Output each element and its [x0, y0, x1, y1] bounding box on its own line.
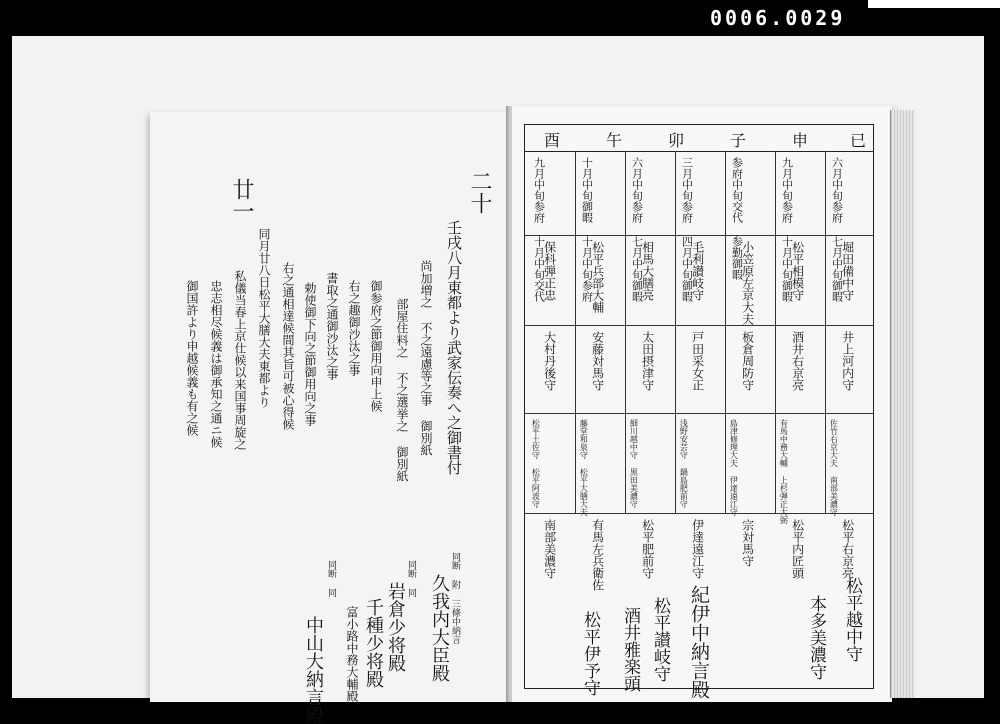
column-divider — [575, 151, 576, 513]
section-20-line-3: 部屋住料之 不之選挙之 御別紙 — [395, 298, 409, 482]
header-cell: 已 — [849, 131, 866, 150]
rotation-table — [524, 124, 874, 699]
bottom-name: 松平越中守 — [842, 577, 862, 662]
section-20-line-2: 尚加増之 不之遠慮等之事 御別紙 — [419, 260, 433, 456]
middle-note-1: 御参府之節御用向申上候 — [369, 280, 383, 412]
left-page — [150, 112, 510, 724]
middle-note-2: 右之趣御沙汰之事 — [347, 280, 361, 376]
header-cell: 子 — [729, 131, 746, 150]
column-divider — [825, 151, 826, 513]
signature-note-2: 同断 同 — [406, 560, 416, 597]
row-divider — [525, 513, 873, 514]
name-cell: 保科弾正忠 — [542, 241, 557, 301]
row-divider — [525, 413, 873, 414]
name-cell-dense: 有馬中務大輔 上杉弾正大弼 — [779, 419, 789, 524]
name-cell-dense: 藤堂和泉守 松平大膳大夫 — [579, 419, 589, 516]
name-cell: 安藤対馬守 — [590, 331, 605, 391]
header-cell: 午 — [605, 131, 622, 150]
name-cell: 伊達遠江守 — [690, 519, 705, 579]
date-cell: 三月中旬参府 四月中旬御暇 — [680, 157, 694, 302]
name-cell: 松平内匠頭 — [790, 519, 805, 579]
name-cell-dense: 細川越中守 黒田美濃守 — [629, 419, 639, 508]
name-cell: 毛利讃岐守 — [690, 241, 705, 301]
section-21-line-1: 同月廿八日松平大膳大夫東都より — [257, 228, 271, 408]
section-21-line-2: 私儀当春上京仕候以来国事周旋之 — [233, 270, 247, 450]
name-cell: 堀田備中守 — [840, 241, 855, 301]
header-cell: 酉 — [543, 131, 560, 150]
film-mount — [12, 36, 984, 724]
name-cell-dense: 浅野安芸守 鍋島肥前守 — [679, 419, 689, 508]
bottom-name: 酒井雅楽頭 — [620, 607, 640, 692]
signature-chigusa: 千種少将殿 — [363, 598, 384, 688]
header-cell: 卯 — [667, 131, 684, 150]
column-divider — [675, 151, 676, 513]
header-cell: 申 — [791, 131, 808, 150]
name-cell-dense: 佐竹右京大夫 南部美濃守 — [829, 419, 839, 516]
name-cell: 有馬左兵衛佐 — [590, 519, 605, 591]
section-number-21: 廿一 — [229, 178, 254, 222]
name-cell: 松平右京亮 — [840, 519, 855, 579]
bottom-name: 本多美濃守 — [806, 595, 826, 680]
film-edge-marker — [868, 0, 1000, 8]
bottom-name: 松平伊予守 — [580, 611, 600, 696]
signature-note-1: 同断 附 三條中納言 — [450, 552, 460, 644]
column-divider — [625, 151, 626, 513]
date-cell: 九月中旬参府 十月中旬交代 — [532, 157, 546, 302]
name-cell: 大村丹後守 — [542, 331, 557, 391]
column-divider — [775, 151, 776, 513]
name-cell: 井上河内守 — [840, 331, 855, 391]
section-21-line-7: 御国許より申越候義も有之候 — [185, 280, 199, 436]
column-divider — [725, 151, 726, 513]
date-cell: 六月中旬参府 七月中旬御暇 — [630, 157, 644, 302]
section-21-line-6: 勅使御下向之節御用向之事 — [303, 282, 317, 426]
signature-nakayama: 中山大納言殿 — [303, 616, 324, 724]
bottom-name: 松平讃岐守 — [650, 597, 670, 682]
signature-kuga: 久我内大臣殿 — [429, 574, 450, 682]
name-cell: 酒井右京亮 — [790, 331, 805, 391]
table-header — [525, 125, 873, 152]
name-cell: 松平肥前守 — [640, 519, 655, 579]
name-cell-dense: 松平土佐守 松平阿波守 — [531, 419, 541, 508]
name-cell: 戸田采女正 — [690, 331, 705, 391]
name-cell: 相馬大膳亮 — [640, 241, 655, 301]
name-cell: 小笠原左京大夫 — [740, 241, 755, 325]
date-cell: 十月中旬御暇 十月中旬参府 — [580, 157, 594, 302]
name-cell: 板倉周防守 — [740, 331, 755, 391]
section-21-line-3: 忠志相尽候義は御承知之通ニ候 — [209, 280, 223, 448]
name-cell: 宗対馬守 — [740, 519, 755, 567]
open-book — [132, 98, 912, 724]
date-cell: 参府中旬交代 参勤御暇 — [730, 157, 744, 280]
row-divider — [525, 325, 873, 326]
row-divider — [525, 235, 873, 236]
signature-note-5: 同断 同 — [326, 560, 336, 597]
bottom-name: 紀伊中納言殿 — [688, 585, 710, 699]
microfilm-frame-number: 0006.0029 — [710, 6, 846, 30]
section-21-line-4: 右之通相達候間其旨可被心得候 — [281, 262, 295, 430]
section-number-20: 二十 — [467, 170, 492, 214]
page-block-edge — [890, 110, 915, 698]
date-cell: 六月中旬参府 七月中旬御暇 — [830, 157, 844, 302]
signature-tominokoji: 富小路中務大輔殿 — [345, 606, 359, 702]
date-cell: 九月中旬参府 十月中旬御暇 — [780, 157, 794, 302]
signature-iwakura: 岩倉少将殿 — [385, 582, 406, 672]
name-cell: 松平兵部大輔 — [590, 241, 605, 313]
right-page — [512, 106, 892, 702]
name-cell: 太田摂津守 — [640, 331, 655, 391]
name-cell: 松平相模守 — [790, 241, 805, 301]
name-cell: 南部美濃守 — [542, 519, 557, 579]
section-21-line-5: 書取之通御沙汰之事 — [325, 272, 339, 380]
name-cell-dense: 島津修理大夫 伊達遠江守 — [729, 419, 739, 516]
section-20-line-1: 壬戌八月東都より武家伝奏へ之御書付 — [445, 220, 463, 475]
